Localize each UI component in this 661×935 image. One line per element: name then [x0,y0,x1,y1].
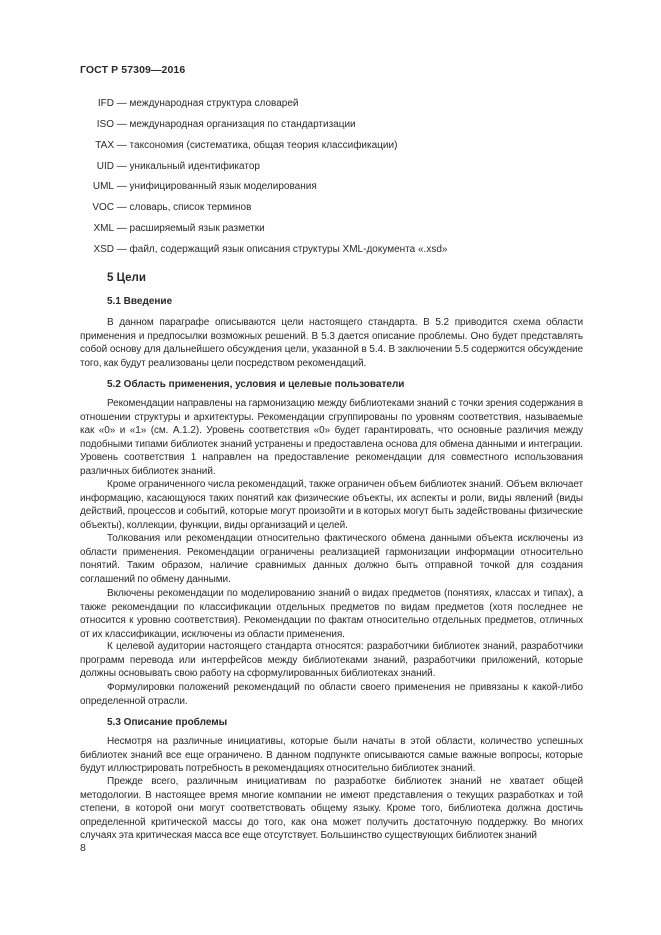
abbreviation-item [80,202,600,214]
abbreviation-text: — унифицированный язык моделирования [116,181,317,192]
abbreviation-code: UID [96,161,114,172]
paragraph: К целевой аудитории настоящего стандарта относятся: разработчики библиотек знаний, разработчики программ перевода или интерфейсов между библиотеками знаний, разработчики приложений, которые должны основывать свою работу на сформулированных библиотеках знаний. [80,641,583,679]
abbreviation-code: ISO [96,119,114,130]
abbreviation-text: — международная структура словарей [116,98,299,109]
abbreviation-text: — словарь, список терминов [116,202,252,213]
abbreviation-item [80,223,600,235]
paragraph: Толкования или рекомендации относительно фактического обмена данными объекта исключены из области применения. Рекомендации ограничены реализацией гармонизации информации относительно понятий. Таким образом, наличие сравнимых данных должно быть отправной точкой для создания соглашений по обмену данными. [80,533,583,585]
paragraph: Прежде всего, различным инициативам по разработке библиотек знаний не хватает общей методологии. В настоящее время многие компании не имеют представления о текущих разработках и той степени, в которой они могут соответствовать общему языку. Кроме того, библиотека должна достичь определенной критической массы до того, как она может получить достаточную поддержку. Во многих случаях эта критическая масса все еще отсутствует. Большинство существующих библиотек знаний [80,776,583,841]
abbreviation-code: VOC [92,202,114,213]
abbreviation-item [80,161,600,173]
document-header: ГОСТ Р 57309—2016 [80,64,186,76]
abbreviation-item [80,98,600,110]
page-number: 8 [80,842,86,854]
abbreviation-item [80,181,600,193]
subsection-title: 5.3 Описание проблемы [107,717,228,728]
abbreviation-text: — уникальный идентификатор [116,161,260,172]
abbreviation-text: — расширяемый язык разметки [116,223,265,234]
abbreviation-code: XML [93,223,114,234]
abbreviation-code: IFD [97,98,114,109]
abbreviation-code: UML [92,181,114,192]
abbreviation-item [80,244,600,256]
abbreviation-item [80,119,600,131]
paragraph: Несмотря на различные инициативы, которые были начаты в этой области, количество успешных библиотек знаний все еще ограничено. В данном подпункте описываются самые важные вопросы, которые будут иллюстрировать потребность в рекомендациях относительно библиотек знаний. [80,736,583,774]
paragraph: Формулировки положений рекомендаций по области своего применения не привязаны к какой-либо определенной отрасли. [80,682,583,707]
section-title: 5 Цели [107,272,146,284]
abbreviation-text: — файл, содержащий язык описания структуры XML-документа «.xsd» [116,244,448,255]
subsection-title: 5.1 Введение [107,296,173,307]
abbreviation-text: — международная организация по стандартизации [116,119,356,130]
abbreviation-item [80,140,600,152]
abbreviation-text: — таксономия (систематика, общая теория классификации) [116,140,398,151]
paragraph: Рекомендации направлены на гармонизацию между библиотеками знаний с точки зрения содержания в отношении структуры и архитектуры. Рекомендации сгруппированы по уровням соответствия, называемые как «0» и «1» (см. А.1.2). Уровень соответствия «0» будет гарантировать, что основные различия между подобными типами библиотек знаний устранены и предоставлена основа для обмена данными и интеграции. Уровень соответствия 1 направлен на предоставление рекомендации для совместного использования различных библиотек знаний. [80,398,583,477]
paragraph: Кроме ограниченного числа рекомендаций, также ограничен объем библиотек знаний. Объем включает информацию, касающуюся таких понятий как физические объекты, их аспекты и роли, виды явлений (виды действий, процессов и событий, которые могут произойти и в которых могут быть задействованы физические объекты), коллекции, функции, виды организаций и целей. [80,479,583,531]
abbreviation-code: XSD [93,244,114,255]
paragraph: В данном параграфе описываются цели настоящего стандарта. В 5.2 приводится схема области применения и предпосылки возможных решений. В 5.3 дается описание проблемы. Оно будет представлять собой основу для дальнейшего обсуждения цели, указанной в 5.4. В заключении 5.5 содержится обсуждение того, как будут реализованы цели посредством рекомендаций. [80,317,583,369]
subsection-title: 5.2 Область применения, условия и целевые пользователи [107,379,405,390]
abbreviation-code: TAX [95,140,114,151]
paragraph: Включены рекомендации по моделированию знаний о видах предметов (понятиях, классах и типах), а также рекомендации по классификации отдельных предметов по видам предметов (хотя последнее не относится к уровню соответствия). Рекомендации по фактам относительно отдельных предметов, отличных от их классификации, исключены из области применения. [80,588,583,640]
